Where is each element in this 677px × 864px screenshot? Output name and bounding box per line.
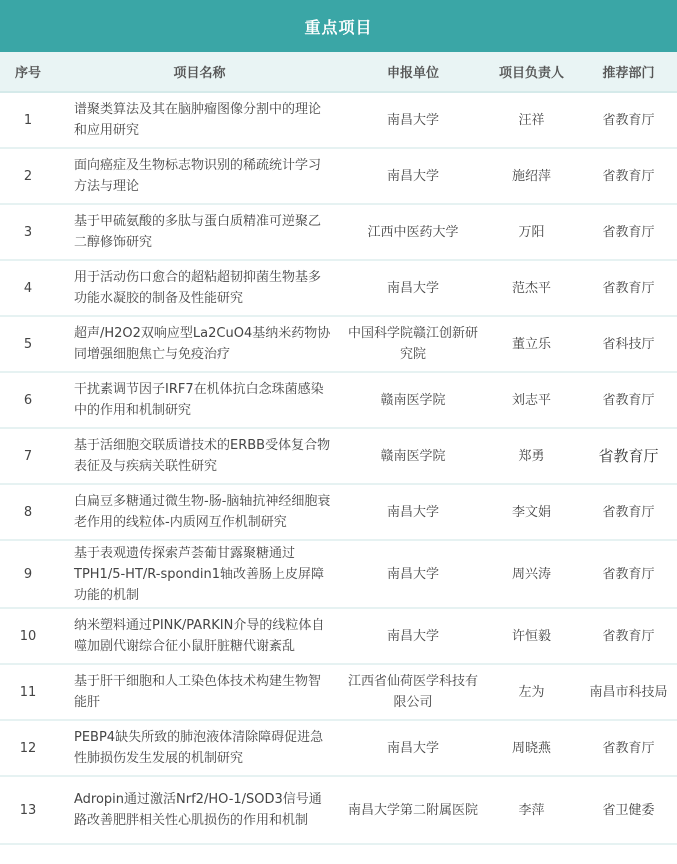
- cell-unit: 南昌大学: [343, 92, 483, 148]
- column-header-dept: 推荐部门: [580, 52, 677, 92]
- cell-leader: 李萍: [483, 776, 580, 844]
- cell-unit: 中国科学院赣江创新研究院: [343, 316, 483, 372]
- table-row: [0, 608, 677, 664]
- cell-dept: 省卫健委: [580, 776, 677, 844]
- cell-project-name: 干扰素调节因子IRF7在机体抗白念珠菌感染中的作用和机制研究: [56, 372, 343, 428]
- column-header-name: 项目名称: [56, 52, 343, 92]
- cell-no: 3: [0, 204, 56, 260]
- cell-dept: 省教育厅: [580, 204, 677, 260]
- cell-leader: 董立乐: [483, 316, 580, 372]
- cell-no: 2: [0, 148, 56, 204]
- cell-dept: 省教育厅: [580, 484, 677, 540]
- table-row: [0, 664, 677, 720]
- table-row: [0, 720, 677, 776]
- table-row: [0, 316, 677, 372]
- cell-leader: 汪祥: [483, 92, 580, 148]
- cell-project-name: 基于表观遗传探索芦荟葡甘露聚糖通过TPH1/5-HT/R-spondin1轴改善肠上皮屏障功能的机制: [56, 540, 343, 608]
- table-row: [0, 484, 677, 540]
- table-row: [0, 148, 677, 204]
- cell-leader: 郑勇: [483, 428, 580, 484]
- cell-unit: 南昌大学: [343, 260, 483, 316]
- cell-leader: 周晓燕: [483, 720, 580, 776]
- cell-dept: 省教育厅: [580, 148, 677, 204]
- column-header-unit: 申报单位: [343, 52, 483, 92]
- table-row: [0, 540, 677, 608]
- cell-unit: 赣南医学院: [343, 428, 483, 484]
- table-row: [0, 204, 677, 260]
- table-row: [0, 372, 677, 428]
- cell-leader: 周兴涛: [483, 540, 580, 608]
- cell-leader: 许恒毅: [483, 608, 580, 664]
- table-row: [0, 92, 677, 148]
- cell-project-name: 用于活动伤口愈合的超粘超韧抑菌生物基多功能水凝胶的制备及性能研究: [56, 260, 343, 316]
- cell-project-name: 面向癌症及生物标志物识别的稀疏统计学习方法与理论: [56, 148, 343, 204]
- cell-dept: 省教育厅: [580, 608, 677, 664]
- cell-project-name: 超声/H2O2双响应型La2CuO4基纳米药物协同增强细胞焦亡与免疫治疗: [56, 316, 343, 372]
- cell-leader: 刘志平: [483, 372, 580, 428]
- cell-leader: 施绍萍: [483, 148, 580, 204]
- cell-no: 12: [0, 720, 56, 776]
- cell-no: 13: [0, 776, 56, 844]
- cell-project-name: 白扁豆多糖通过微生物-肠-脑轴抗神经细胞衰老作用的线粒体-内质网互作机制研究: [56, 484, 343, 540]
- cell-dept: 省教育厅: [580, 372, 677, 428]
- project-table: [0, 52, 677, 845]
- cell-no: 6: [0, 372, 56, 428]
- cell-dept: 省科技厅: [580, 316, 677, 372]
- table-header-row: [0, 52, 677, 92]
- column-header-leader: 项目负责人: [483, 52, 580, 92]
- cell-project-name: 基于甲硫氨酸的多肽与蛋白质精准可逆聚乙二醇修饰研究: [56, 204, 343, 260]
- cell-no: 7: [0, 428, 56, 484]
- cell-unit: 南昌大学: [343, 484, 483, 540]
- cell-unit: 南昌大学第二附属医院: [343, 776, 483, 844]
- cell-unit: 江西省仙荷医学科技有限公司: [343, 664, 483, 720]
- table-row: [0, 776, 677, 844]
- cell-unit: 江西中医药大学: [343, 204, 483, 260]
- cell-dept: 省教育厅: [580, 92, 677, 148]
- cell-project-name: Adropin通过激活Nrf2/HO-1/SOD3信号通路改善肥胖相关性心肌损伤的作用和机制: [56, 776, 343, 844]
- cell-dept: 南昌市科技局: [580, 664, 677, 720]
- cell-leader: 万阳: [483, 204, 580, 260]
- cell-no: 4: [0, 260, 56, 316]
- cell-no: 9: [0, 540, 56, 608]
- cell-project-name: 纳米塑料通过PINK/PARKIN介导的线粒体自噬加剧代谢综合征小鼠肝脏糖代谢紊乱: [56, 608, 343, 664]
- cell-unit: 南昌大学: [343, 608, 483, 664]
- table-title: 重点项目: [0, 0, 677, 52]
- cell-dept: 省教育厅: [580, 428, 677, 484]
- cell-leader: 左为: [483, 664, 580, 720]
- cell-no: 5: [0, 316, 56, 372]
- cell-dept: 省教育厅: [580, 720, 677, 776]
- cell-project-name: 基于活细胞交联质谱技术的ERBB受体复合物表征及与疾病关联性研究: [56, 428, 343, 484]
- table-row: [0, 260, 677, 316]
- cell-leader: 李文娟: [483, 484, 580, 540]
- cell-no: 11: [0, 664, 56, 720]
- cell-project-name: 谱聚类算法及其在脑肿瘤图像分割中的理论和应用研究: [56, 92, 343, 148]
- cell-dept: 省教育厅: [580, 540, 677, 608]
- cell-no: 1: [0, 92, 56, 148]
- cell-no: 10: [0, 608, 56, 664]
- column-header-no: 序号: [0, 52, 56, 92]
- cell-no: 8: [0, 484, 56, 540]
- cell-unit: 赣南医学院: [343, 372, 483, 428]
- table-row: [0, 428, 677, 484]
- cell-project-name: 基于肝干细胞和人工染色体技术构建生物智能肝: [56, 664, 343, 720]
- cell-dept: 省教育厅: [580, 260, 677, 316]
- cell-unit: 南昌大学: [343, 720, 483, 776]
- cell-unit: 南昌大学: [343, 540, 483, 608]
- cell-leader: 范杰平: [483, 260, 580, 316]
- cell-unit: 南昌大学: [343, 148, 483, 204]
- cell-project-name: PEBP4缺失所致的肺泡液体清除障碍促进急性肺损伤发生发展的机制研究: [56, 720, 343, 776]
